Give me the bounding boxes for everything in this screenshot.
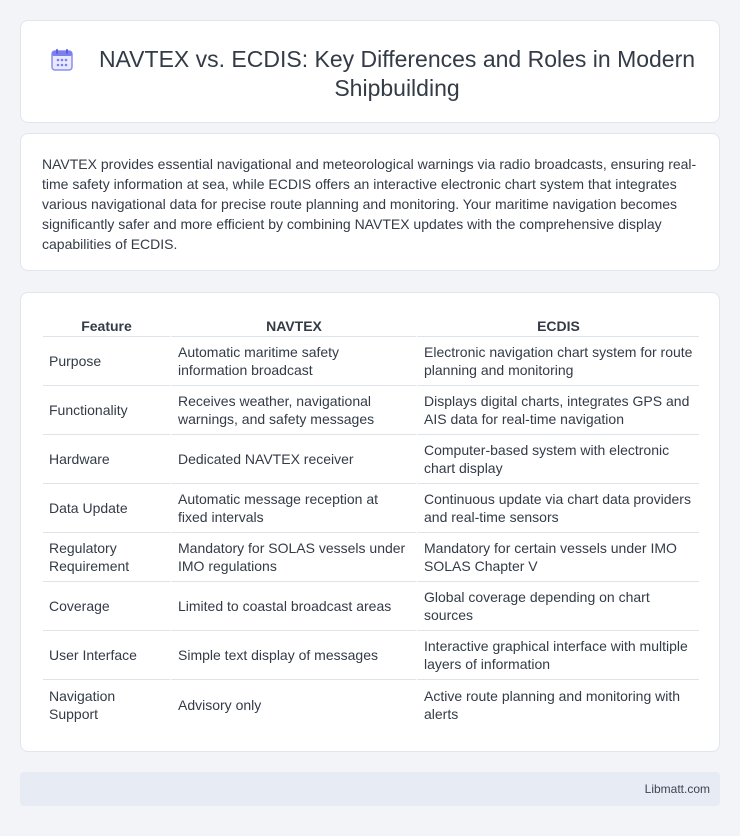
feature-cell: Purpose (43, 337, 170, 386)
ecdis-cell: Displays digital charts, integrates GPS and AIS data for real-time navigation (416, 386, 699, 435)
table-row (43, 337, 699, 386)
header-feature: Feature (43, 315, 170, 337)
feature-cell: Navigation Support (49, 687, 116, 722)
feature-cell: Coverage (43, 582, 170, 631)
ecdis-cell: Mandatory for certain vessels under IMO SOLAS Chapter V (416, 533, 699, 582)
table-header-row (43, 315, 699, 337)
navtex-cell: Limited to coastal broadcast areas (170, 582, 416, 631)
calendar-icon (49, 47, 75, 73)
ecdis-cell: Computer-based system with electronic chart display (416, 435, 699, 484)
navtex-cell: Mandatory for SOLAS vessels under IMO regulations (170, 533, 416, 582)
ecdis-cell: Electronic navigation chart system for route planning and monitoring (416, 337, 699, 386)
feature-cell: User Interface (43, 631, 170, 680)
table-row (43, 680, 699, 729)
feature-cell: Data Update (43, 484, 170, 533)
table-row (43, 631, 699, 680)
table-row (43, 582, 699, 631)
navtex-cell: Receives weather, navigational warnings, and safety messages (170, 386, 416, 435)
navtex-cell: Simple text display of messages (170, 631, 416, 680)
ecdis-cell: Continuous update via chart data providers and real-time sensors (416, 484, 699, 533)
feature-cell: Functionality (43, 386, 170, 435)
navtex-cell: Automatic message reception at fixed intervals (170, 484, 416, 533)
page-title: NAVTEX vs. ECDIS: Key Differences and Roles in Modern Shipbuilding (98, 46, 696, 101)
feature-cell: Hardware (43, 435, 170, 484)
feature-cell: Regulatory Requirement (43, 533, 170, 582)
header-ecdis: ECDIS (416, 315, 699, 337)
comparison-card (20, 292, 720, 752)
footer-site-link[interactable]: Libmatt.com (644, 782, 710, 796)
navtex-cell: Advisory only (170, 680, 416, 729)
navtex-cell: Dedicated NAVTEX receiver (170, 435, 416, 484)
ecdis-cell: Active route planning and monitoring with alerts (416, 680, 699, 729)
table-row (43, 386, 699, 435)
table-row (43, 484, 699, 533)
footer (20, 772, 720, 806)
table-row (43, 533, 699, 582)
navtex-cell: Automatic maritime safety information broadcast (170, 337, 416, 386)
table-row (43, 435, 699, 484)
ecdis-cell: Interactive graphical interface with multiple layers of information (416, 631, 699, 680)
intro-card (20, 133, 720, 271)
title-card (20, 20, 720, 123)
ecdis-cell: Global coverage depending on chart sources (416, 582, 699, 631)
comparison-table (43, 315, 699, 729)
intro-paragraph: NAVTEX provides essential navigational and meteorological warnings via radio broadcasts, ensuring real-time safety information at sea, while ECDIS offers an interactive electronic chart system that integrates various navigational data for precise route planning and monitoring. Your maritime navigation becomes significantly safer and more efficient by combining NAVTEX updates with the comprehensive display capabilities of ECDIS. (42, 156, 697, 252)
header-navtex: NAVTEX (170, 315, 416, 337)
